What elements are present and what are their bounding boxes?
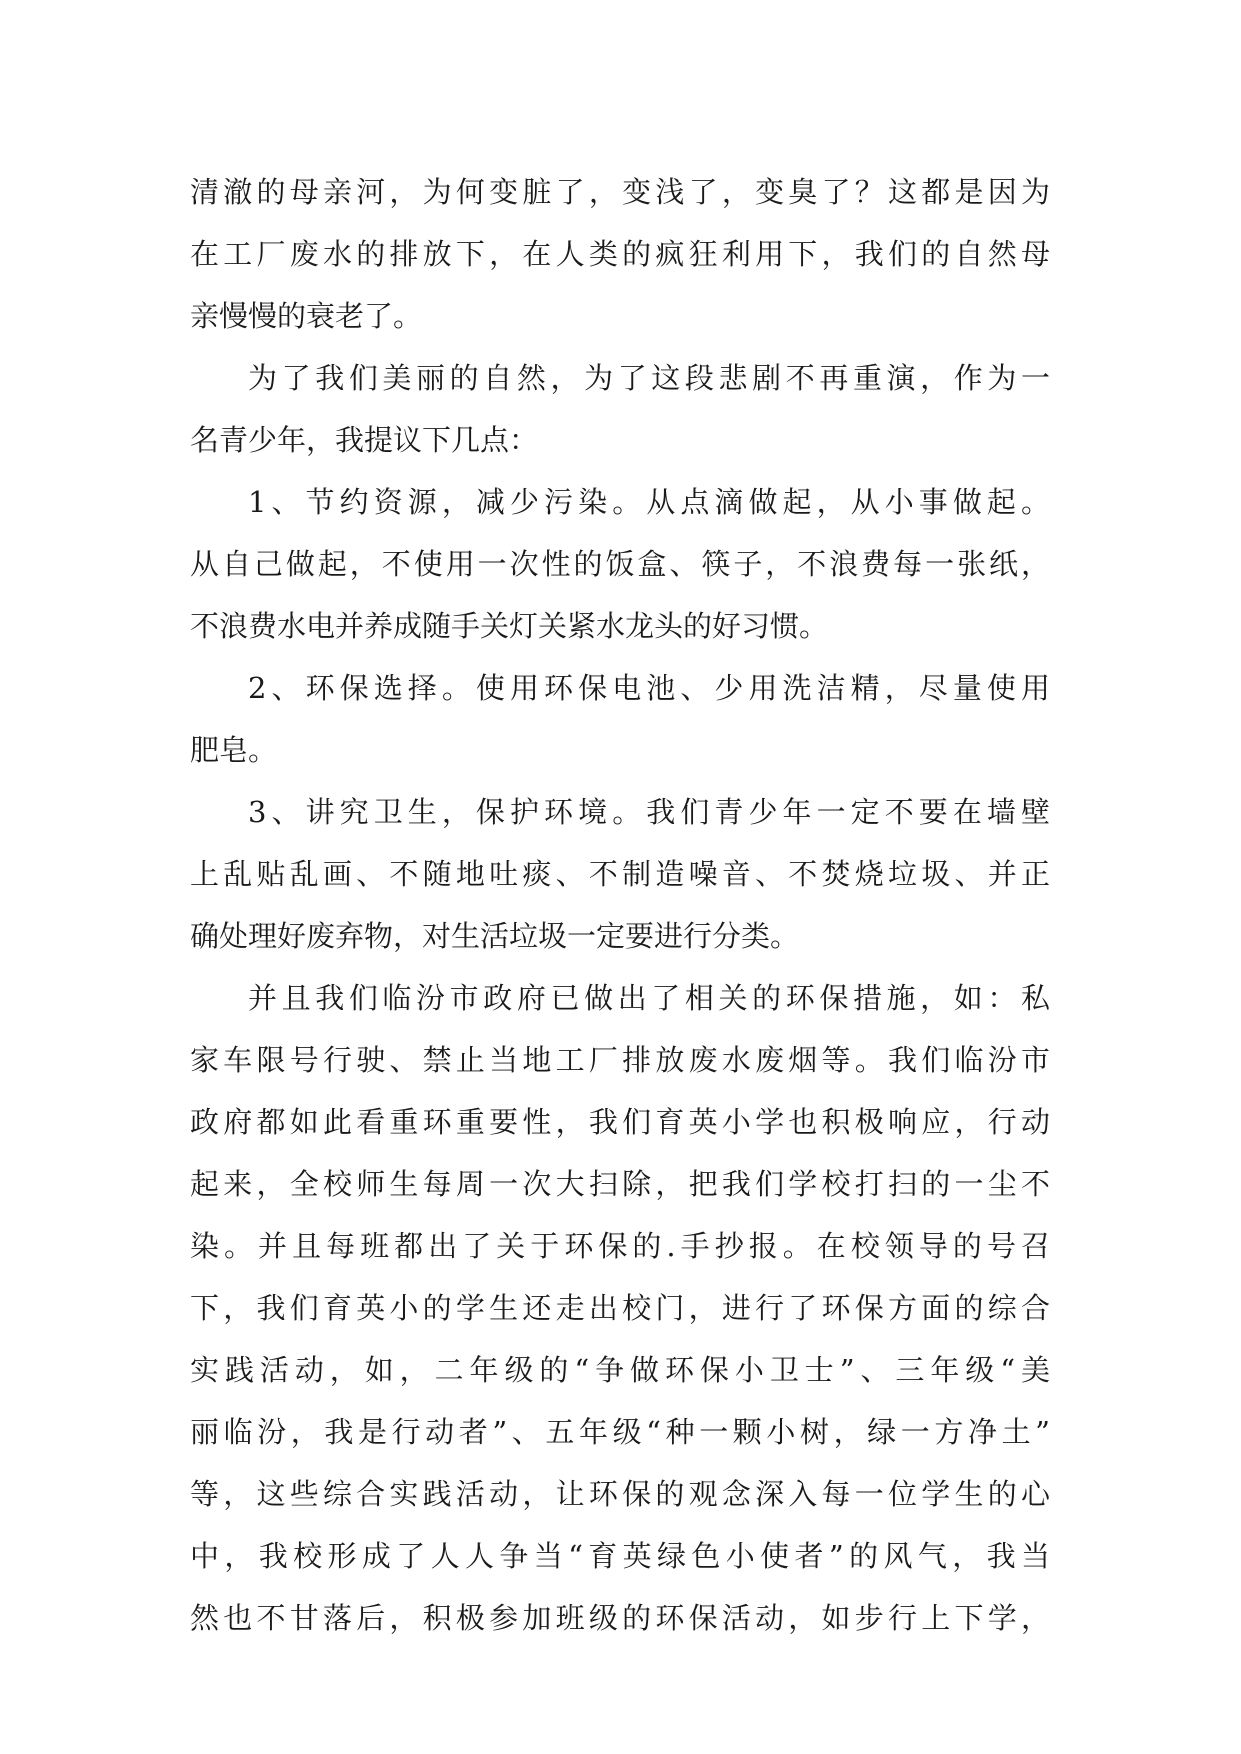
text-line: 清澈的母亲河，为何变脏了，变浅了，变臭了？这都是因为 (190, 175, 1050, 209)
text-line: 丽临汾，我是行动者”、五年级“种一颗小树，绿一方净土” (190, 1415, 1050, 1449)
text-line: 肥皂。 (190, 733, 278, 767)
text-line: 1、节约资源，减少污染。从点滴做起，从小事做起。 (248, 485, 1050, 519)
text-line: 然也不甘落后，积极参加班级的环保活动，如步行上下学， (190, 1601, 1050, 1635)
text-line: 中，我校形成了人人争当“育英绿色小使者”的风气，我当 (190, 1539, 1050, 1573)
text-line: 从自己做起，不使用一次性的饭盒、筷子，不浪费每一张纸， (190, 547, 1050, 581)
text-line: 并且我们临汾市政府已做出了相关的环保措施，如：私 (248, 981, 1050, 1015)
body-text (190, 161, 1050, 1649)
text-line: 起来，全校师生每周一次大扫除，把我们学校打扫的一尘不 (190, 1167, 1050, 1201)
text-line: 为了我们美丽的自然，为了这段悲剧不再重演，作为一 (248, 361, 1050, 395)
text-line: 2、环保选择。使用环保电池、少用洗洁精，尽量使用 (248, 671, 1050, 705)
text-line: 亲慢慢的衰老了。 (190, 299, 423, 333)
text-line: 确处理好废弃物，对生活垃圾一定要进行分类。 (190, 919, 800, 953)
text-line: 等，这些综合实践活动，让环保的观念深入每一位学生的心 (190, 1477, 1050, 1511)
text-line: 染。并且每班都出了关于环保的.手抄报。在校领导的号召 (190, 1229, 1050, 1263)
text-line: 实践活动，如，二年级的“争做环保小卫士”、三年级“美 (190, 1353, 1050, 1387)
text-line: 3、讲究卫生，保护环境。我们青少年一定不要在墙壁 (248, 795, 1050, 829)
text-line: 下，我们育英小的学生还走出校门，进行了环保方面的综合 (190, 1291, 1050, 1325)
text-line: 上乱贴乱画、不随地吐痰、不制造噪音、不焚烧垃圾、并正 (190, 857, 1050, 891)
text-line: 家车限号行驶、禁止当地工厂排放废水废烟等。我们临汾市 (190, 1043, 1050, 1077)
text-line: 政府都如此看重环重要性，我们育英小学也积极响应，行动 (190, 1105, 1050, 1139)
text-line: 在工厂废水的排放下，在人类的疯狂利用下，我们的自然母 (190, 237, 1050, 271)
text-line: 名青少年，我提议下几点： (190, 423, 539, 457)
text-line: 不浪费水电并养成随手关灯关紧水龙头的好习惯。 (190, 609, 829, 643)
